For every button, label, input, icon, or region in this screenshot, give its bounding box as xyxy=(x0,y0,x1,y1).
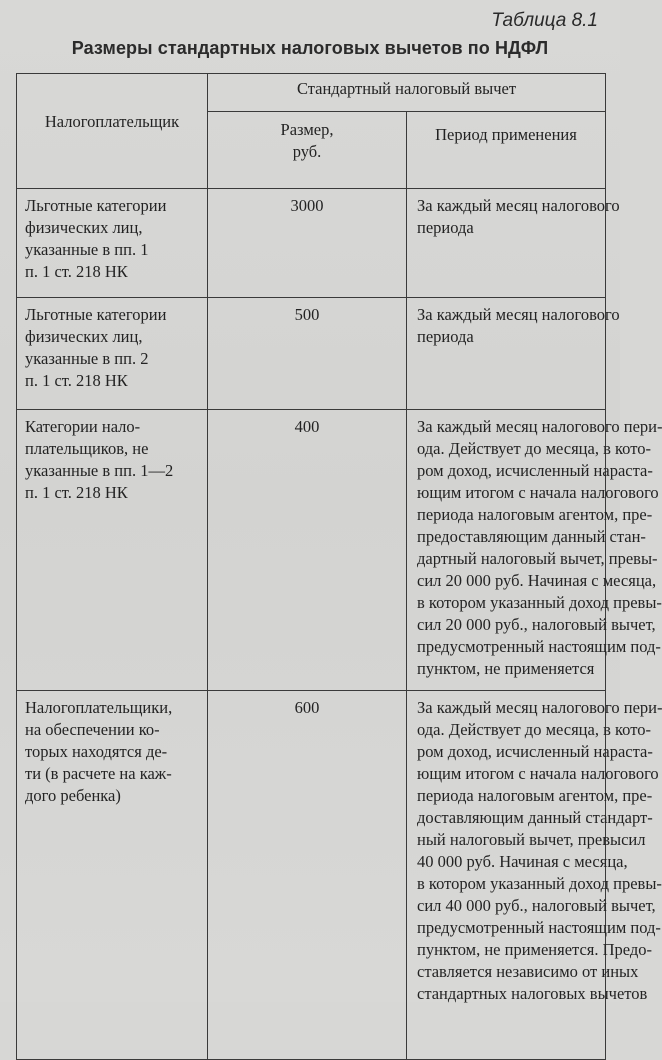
text-line: предоставляющим данный стан- xyxy=(417,527,646,546)
table-number: Таблица 8.1 xyxy=(491,10,598,31)
text-line: ный налоговый вычет, превысил xyxy=(417,830,646,849)
period-cell xyxy=(407,691,662,1060)
text-line: сил 20 000 руб. Начиная с месяца, xyxy=(417,571,657,590)
size-cell: 500 xyxy=(208,298,407,410)
text-line: ющим итогом с начала налогового xyxy=(417,764,659,783)
text-line: физических лиц, xyxy=(25,218,143,237)
period-cell xyxy=(407,410,662,691)
text-line: Налогоплательщики, xyxy=(25,698,173,717)
header-standard-deduction: Стандартный налоговый вычет xyxy=(208,74,606,112)
text-line: ставляется независимо от иных xyxy=(417,962,639,981)
text-line: периода xyxy=(417,218,474,237)
size-cell: 3000 xyxy=(208,189,407,298)
header-size-line: руб. xyxy=(292,141,322,161)
text-line: ода. Действует до месяца, в кото- xyxy=(417,439,651,458)
text-line: пунктом, не применяется. Предо- xyxy=(417,940,653,959)
text-line: указанные в пп. 1 xyxy=(25,240,149,259)
size-cell: 400 xyxy=(208,410,407,691)
tax-deductions-table xyxy=(16,73,662,1060)
text-line: п. 1 ст. 218 НК xyxy=(25,371,128,390)
text-line: ти (в расчете на каж- xyxy=(25,764,172,783)
text-line: сил 20 000 руб., налоговый вычет, xyxy=(417,615,656,634)
header-taxpayer: Налогоплательщик xyxy=(17,74,208,189)
header-period: Период применения xyxy=(407,111,606,188)
text-line: ющим итогом с начала налогового xyxy=(417,483,659,502)
text-line: в котором указанный доход превы- xyxy=(417,874,662,893)
table-row xyxy=(17,691,606,1060)
table-title: Размеры стандартных налоговых вычетов по НДФЛ xyxy=(71,38,549,58)
period-cell xyxy=(407,189,620,298)
header-size-line: Размер, xyxy=(280,119,334,139)
table-row xyxy=(17,189,606,298)
text-line: периода налоговым агентом, пре- xyxy=(417,505,653,524)
text-line: п. 1 ст. 218 НК xyxy=(25,262,128,281)
text-line: За каждый месяц налогового пери- xyxy=(417,698,662,717)
text-line: Льготные категории xyxy=(25,196,167,215)
text-line: За каждый месяц налогового пери- xyxy=(417,417,662,436)
size-cell: 600 xyxy=(208,691,407,1060)
text-line: Льготные категории xyxy=(25,305,167,324)
text-line: За каждый месяц налогового xyxy=(417,196,620,215)
text-line: торых находятся де- xyxy=(25,742,168,761)
text-line: периода налоговым агентом, пре- xyxy=(417,786,653,805)
header-row-top xyxy=(17,74,606,112)
text-line: За каждый месяц налогового xyxy=(417,305,620,324)
taxpayer-cell xyxy=(17,410,208,691)
text-line: предусмотренный настоящим под- xyxy=(417,918,661,937)
text-line: в котором указанный доход превы- xyxy=(417,593,662,612)
text-line: периода xyxy=(417,327,474,346)
text-line: дартный налоговый вычет, превы- xyxy=(417,549,658,568)
text-line: указанные в пп. 2 xyxy=(25,349,149,368)
text-line: на обеспечении ко- xyxy=(25,720,160,739)
text-line: сил 40 000 руб., налоговый вычет, xyxy=(417,896,656,915)
text-line: плательщиков, не xyxy=(25,439,149,458)
table-row xyxy=(17,410,606,691)
taxpayer-cell xyxy=(17,691,208,1060)
table-row xyxy=(17,298,606,410)
text-line: ром доход, исчисленный нараста- xyxy=(417,461,653,480)
text-line: ода. Действует до месяца, в кото- xyxy=(417,720,651,739)
text-line: предусмотренный настоящим под- xyxy=(417,637,661,656)
text-line: доставляющим данный стандарт- xyxy=(417,808,653,827)
text-line: 40 000 руб. Начиная с месяца, xyxy=(417,852,628,871)
taxpayer-cell xyxy=(17,298,208,410)
period-cell xyxy=(407,298,620,410)
taxpayer-cell xyxy=(17,189,208,298)
text-line: указанные в пп. 1—2 xyxy=(25,461,174,480)
text-line: стандартных налоговых вычетов xyxy=(417,984,648,1003)
header-size xyxy=(208,111,407,188)
text-line: Категории нало- xyxy=(25,417,141,436)
text-line: дого ребенка) xyxy=(25,786,121,805)
text-line: физических лиц, xyxy=(25,327,143,346)
text-line: пунктом, не применяется xyxy=(417,659,595,678)
text-line: ром доход, исчисленный нараста- xyxy=(417,742,653,761)
text-line: п. 1 ст. 218 НК xyxy=(25,483,128,502)
